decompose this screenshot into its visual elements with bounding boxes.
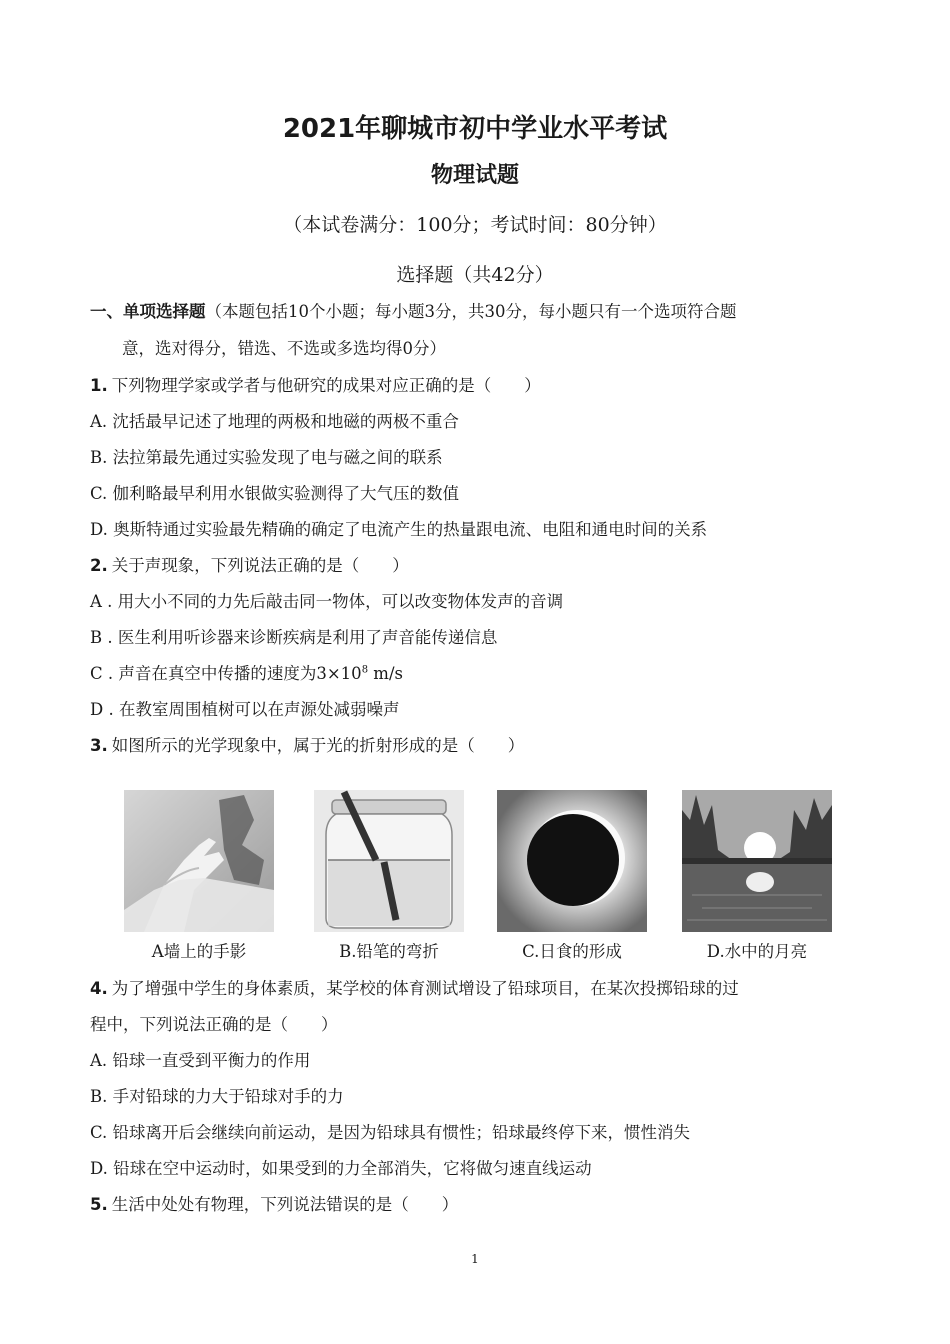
part1-instructions <box>90 298 737 322</box>
part1-heading: 一、单项选择题 <box>90 302 206 321</box>
question-4-option-b: B. 手对铅球的力大于铅球对手的力 <box>90 1087 344 1106</box>
solar-eclipse-image <box>497 790 647 932</box>
question-text: 为了增强中学生的身体素质，某学校的体育测试增设了铅球项目，在某次投掷铅球的过 <box>111 979 739 998</box>
question-text: 生活中处处有物理，下列说法错误的是（ ） <box>111 1195 459 1214</box>
bent-pencil-image <box>314 790 464 932</box>
question-text: 关于声现象，下列说法正确的是（ ） <box>111 556 409 575</box>
question-2-option-b: B . 医生利用听诊器来诊断疾病是利用了声音能传递信息 <box>90 628 498 647</box>
section-heading: 选择题（共42分） <box>396 264 554 286</box>
question-number: 1. <box>90 376 108 395</box>
page-number: 1 <box>471 1252 479 1266</box>
exam-title: 2021年聊城市初中学业水平考试 <box>282 114 668 144</box>
question-number: 2. <box>90 556 108 575</box>
unit: m/s <box>368 664 403 683</box>
exam-info: （本试卷满分：100分；考试时间：80分钟） <box>283 214 667 236</box>
exponent: 8 <box>361 664 369 676</box>
question-4-stem-line1 <box>90 975 739 999</box>
option-text: C . 声音在真空中传播的速度为3×10 <box>90 664 362 683</box>
question-4-option-a: A. 铅球一直受到平衡力的作用 <box>90 1051 311 1070</box>
question-1-option-b: B. 法拉第最先通过实验发现了电与磁之间的联系 <box>90 448 443 467</box>
question-4-option-c: C. 铅球离开后会继续向前运动，是因为铅球具有惯性；铅球最终停下来，惯性消失 <box>90 1123 691 1142</box>
question-number: 5. <box>90 1195 108 1214</box>
question-1-stem <box>90 372 541 396</box>
part1-desc-line1: （本题包括10个小题；每小题3分，共30分，每小题只有一个选项符合题 <box>205 302 737 321</box>
question-number: 3. <box>90 736 108 755</box>
question-4-option-d: D. 铅球在空中运动时，如果受到的力全部消失，它将做匀速直线运动 <box>90 1159 592 1178</box>
part1-desc-line2: 意，选对得分，错选、不选或多选均得0分） <box>122 339 446 358</box>
question-2-option-d: D . 在教室周围植树可以在声源处减弱噪声 <box>90 700 400 719</box>
question-3-stem <box>90 732 524 756</box>
question-2-option-c <box>90 660 403 684</box>
question-text: 下列物理学家或学者与他研究的成果对应正确的是（ ） <box>111 376 541 395</box>
question-2-stem <box>90 552 409 576</box>
question-1-option-c: C. 伽利略最早利用水银做实验测得了大气压的数值 <box>90 484 460 503</box>
question-1-option-d: D. 奥斯特通过实验最先精确的确定了电流产生的热量跟电流、电阻和通电时间的关系 <box>90 520 708 539</box>
figure-caption-b: B.铅笔的弯折 <box>339 942 439 961</box>
exam-subtitle: 物理试题 <box>430 163 519 188</box>
hand-shadow-image <box>124 790 274 932</box>
question-5-stem <box>90 1191 458 1215</box>
question-number: 4. <box>90 979 108 998</box>
question-2-option-a: A . 用大小不同的力先后敲击同一物体，可以改变物体发声的音调 <box>90 592 564 611</box>
question-1-option-a: A. 沈括最早记述了地理的两极和地磁的两极不重合 <box>90 412 459 431</box>
moon-reflection-image <box>682 790 832 932</box>
question-4-stem-line2: 程中，下列说法正确的是（ ） <box>90 1015 338 1034</box>
figure-caption-c: C.日食的形成 <box>522 942 622 961</box>
figure-caption-a: A墙上的手影 <box>151 942 247 961</box>
question-text: 如图所示的光学现象中，属于光的折射形成的是（ ） <box>111 736 525 755</box>
figure-caption-d: D.水中的月亮 <box>706 942 808 961</box>
